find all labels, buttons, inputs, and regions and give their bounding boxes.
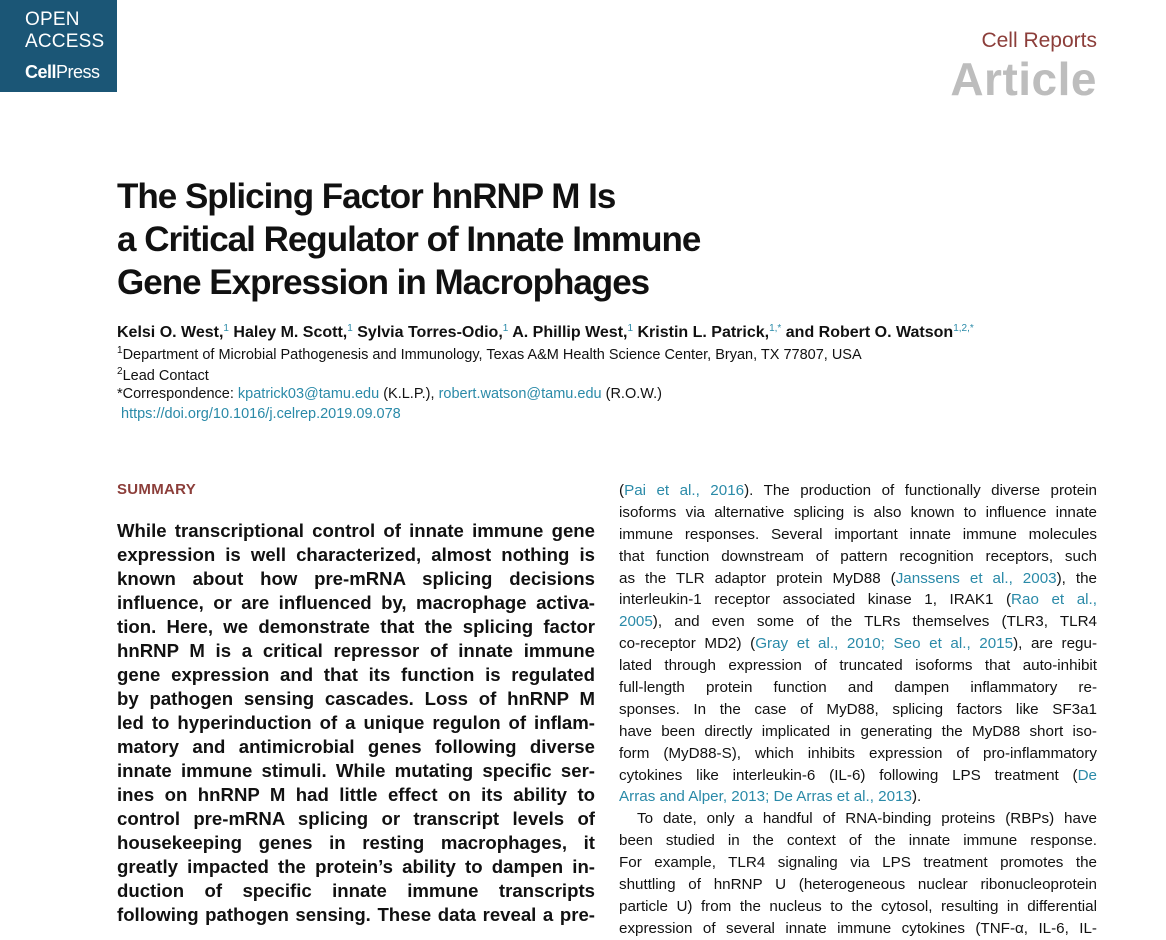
body-line: sponses. In the case of MyD88, splicing factors like SF3a1: [619, 700, 1097, 718]
affiliation-number: 1: [117, 345, 123, 356]
author-name: Haley M. Scott,: [233, 324, 348, 341]
body-line: that function downstream of pattern recognition receptors, such: [619, 547, 1097, 565]
body-fragment: ), and even some of the TLRs themselves (TLR3, TLR4: [652, 613, 1097, 631]
correspondence-initials: (K.L.P.),: [379, 386, 439, 402]
paper-title: [117, 175, 817, 304]
citation-link[interactable]: 2005: [619, 613, 653, 631]
body-line: [619, 589, 1097, 611]
citation-link[interactable]: Arras and Alper, 2013; De Arras et al., 2013: [619, 788, 912, 806]
author-affiliation-link[interactable]: 1: [627, 323, 634, 334]
open-access-label: [25, 9, 104, 53]
email-link[interactable]: robert.watson@tamu.edu: [438, 386, 602, 402]
summary-text: [117, 519, 595, 927]
title-line: Gene Expression in Macrophages: [117, 263, 650, 302]
citation-link[interactable]: De: [1077, 766, 1097, 784]
affiliation-text: Department of Microbial Pathogenesis and Immunology, Texas A&M Health Science Center, Bryan, TX 77807, USA: [122, 347, 862, 363]
body-line: particle U) from the nucleus to the cytosol, resulting in differential: [619, 897, 1097, 915]
summary-line: known about how pre-mRNA splicing decisions: [117, 568, 595, 589]
body-line: isoforms via alternative splicing is also known to influence innate: [619, 503, 1097, 521]
body-line: expression of several innate immune cytokines (TNF-α, IL-6, IL-: [619, 919, 1097, 937]
body-fragment: interleukin-1 receptor associated kinase 1, IRAK1 (: [619, 591, 1012, 609]
summary-line: matory and antimicrobial genes following diverse: [117, 736, 595, 757]
author-list: [117, 323, 974, 342]
body-fragment: ).: [911, 788, 922, 806]
author-name: Sylvia Torres-Odio,: [357, 324, 503, 341]
summary-line: by pathogen sensing cascades. Loss of hnRNP M: [117, 688, 595, 709]
cellpress-logo: [25, 62, 100, 83]
lead-contact-number: 2: [117, 366, 123, 377]
correspondence-initials: (R.O.W.): [601, 386, 663, 402]
summary-line: expression is well characterized, almost nothing is: [117, 544, 595, 565]
body-line: lated through expression of truncated isoforms that auto-inhibit: [619, 657, 1097, 675]
author-name: and Robert O. Watson: [785, 324, 954, 341]
body-fragment: cytokines like interleukin-6 (IL-6) following LPS treatment (: [619, 766, 1078, 784]
body-line: form (MyD88-S), which inhibits expression of pro-inflammatory: [619, 744, 1097, 762]
body-line: shuttling of hnRNP U (heterogeneous nuclear ribonucleoprotein: [619, 876, 1097, 894]
body-fragment: co-receptor MD2) (: [619, 635, 756, 653]
article-type: Article: [950, 53, 1097, 105]
open-label: OPEN: [25, 9, 80, 30]
email-link[interactable]: kpatrick03@tamu.edu: [237, 386, 380, 402]
summary-line: influence, or are influenced by, macrophage activa-: [117, 592, 595, 613]
lead-contact-text: Lead Contact: [122, 368, 209, 384]
affiliation: [117, 345, 862, 363]
author-affiliation-link[interactable]: 1,2,*: [953, 323, 974, 334]
body-line: [619, 765, 1097, 787]
body-line: For example, TLR4 signaling via LPS treatment promotes the: [619, 854, 1097, 872]
cellpress-press: Press: [56, 62, 100, 82]
citation-link[interactable]: Janssens et al., 2003: [895, 569, 1057, 587]
doi-link[interactable]: https://doi.org/10.1016/j.celrep.2019.09.078: [121, 406, 401, 422]
title-line: a Critical Regulator of Innate Immune: [117, 220, 701, 259]
summary-line: innate immune stimuli. While mutating specific ser-: [117, 760, 595, 781]
summary-heading: SUMMARY: [117, 481, 197, 498]
body-line: been studied in the context of the innate immune response.: [619, 832, 1097, 850]
body-line: [619, 786, 1097, 808]
title-line: The Splicing Factor hnRNP M Is: [117, 177, 616, 216]
citation-link[interactable]: Pai et al., 2016: [624, 482, 745, 499]
access-label: ACCESS: [25, 31, 105, 52]
summary-line: While transcriptional control of innate immune gene: [117, 520, 595, 541]
author-name: A. Phillip West,: [512, 324, 628, 341]
correspondence-label: *Correspondence:: [117, 386, 238, 402]
body-fragment: ), are regu-: [1013, 635, 1097, 653]
journal-name: Cell Reports: [981, 29, 1097, 52]
body-line: full-length protein function and dampen inflammatory re-: [619, 679, 1097, 697]
author-affiliation-link[interactable]: 1: [223, 323, 229, 334]
body-line: immune responses. Several important innate immune molecules: [619, 525, 1097, 543]
body-line: [619, 568, 1097, 590]
summary-line: greatly impacted the protein’s ability to dampen in-: [117, 856, 595, 877]
correspondence: [117, 386, 662, 402]
open-access-badge: [0, 0, 117, 92]
summary-line: following pathogen sensing. These data reveal a pre-: [117, 904, 595, 925]
summary-line: housekeeping genes in resting macrophages, it: [117, 832, 595, 853]
author-name: Kelsi O. West,: [117, 324, 224, 341]
citation-link[interactable]: Rao et al.,: [1011, 591, 1097, 609]
body-fragment: ), the: [1056, 569, 1097, 587]
body-fragment: as the TLR adaptor protein MyD88 (: [619, 569, 896, 587]
cellpress-cell: Cell: [25, 62, 57, 82]
summary-line: gene expression and that its function is regulated: [117, 664, 595, 685]
summary-line: ines on hnRNP M had little effect on its ability to: [117, 784, 595, 805]
author-name: Kristin L. Patrick,: [637, 324, 770, 341]
body-line: have been directly implicated in generating the MyD88 short iso-: [619, 722, 1097, 740]
author-affiliation-link[interactable]: 1,*: [769, 323, 782, 334]
body-text: [619, 480, 1097, 940]
summary-line: tion. Here, we demonstrate that the splicing factor: [117, 616, 595, 637]
body-line: To date, only a handful of RNA-binding proteins (RBPs) have: [637, 810, 1097, 828]
citation-link[interactable]: Gray et al., 2010; Seo et al., 2015: [755, 635, 1014, 653]
body-line: [619, 480, 1097, 502]
author-affiliation-link[interactable]: 1: [502, 323, 509, 334]
body-fragment: (: [619, 482, 625, 499]
body-line: [619, 633, 1097, 655]
summary-line: led to hyperinduction of a unique regulon of inflam-: [117, 712, 595, 733]
body-fragment: ). The production of functionally diverse protein: [744, 482, 1097, 499]
author-affiliation-link[interactable]: 1: [347, 323, 353, 334]
summary-line: hnRNP M is a critical repressor of innate immune: [117, 640, 595, 661]
lead-contact: [117, 366, 209, 384]
body-line: [619, 611, 1097, 633]
summary-line: control pre-mRNA splicing or transcript levels of: [117, 808, 595, 829]
summary-line: duction of specific innate immune transcripts: [117, 880, 595, 901]
